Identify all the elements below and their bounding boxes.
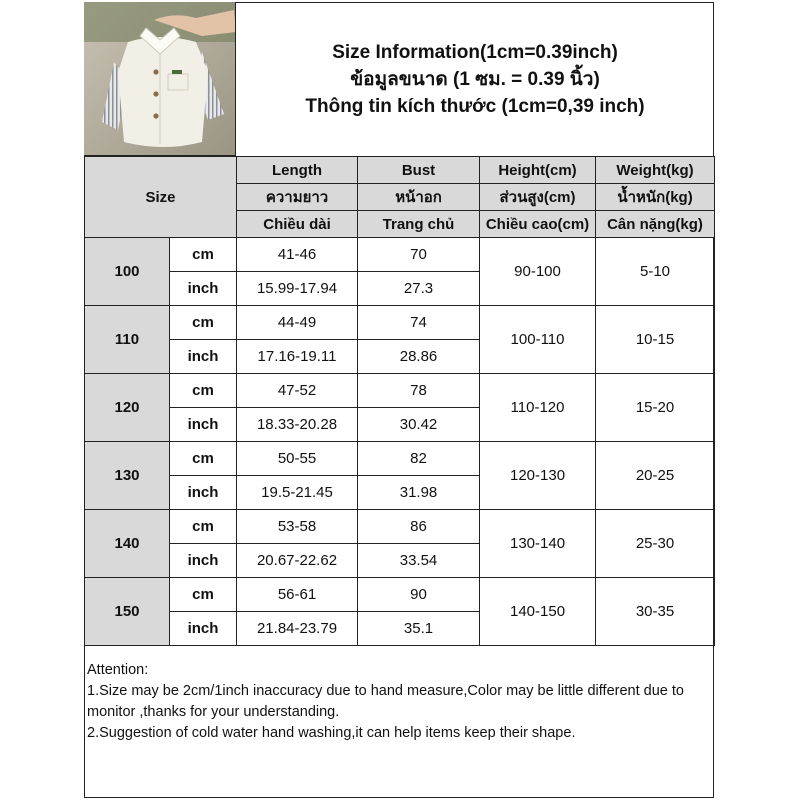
table-row <box>85 238 715 272</box>
height-value: 130-140 <box>480 510 596 578</box>
unit-inch: inch <box>170 408 237 442</box>
col-length-en: Length <box>237 157 358 184</box>
table-row <box>85 306 715 340</box>
col-length-vi: Chiều dài <box>237 211 358 238</box>
weight-value: 15-20 <box>596 374 715 442</box>
length-inch: 17.16-19.11 <box>237 340 358 374</box>
title-thai: ข้อมูลขนาด (1 ซม. = 0.39 นิ้ว) <box>350 68 600 90</box>
unit-cm: cm <box>170 306 237 340</box>
size-table <box>84 156 715 646</box>
height-value: 100-110 <box>480 306 596 374</box>
length-inch: 15.99-17.94 <box>237 272 358 306</box>
col-height-th: ส่วนสูง(cm) <box>480 184 596 211</box>
height-value: 90-100 <box>480 238 596 306</box>
size-label: 140 <box>85 510 170 578</box>
size-label: 150 <box>85 578 170 646</box>
attention-notes <box>84 656 714 798</box>
bust-inch: 35.1 <box>358 612 480 646</box>
bust-cm: 82 <box>358 442 480 476</box>
col-weight-th: น้ำหนัก(kg) <box>596 184 715 211</box>
col-height-en: Height(cm) <box>480 157 596 184</box>
bust-cm: 90 <box>358 578 480 612</box>
col-weight-en: Weight(kg) <box>596 157 715 184</box>
length-inch: 20.67-22.62 <box>237 544 358 578</box>
bust-inch: 27.3 <box>358 272 480 306</box>
bust-cm: 86 <box>358 510 480 544</box>
height-value: 140-150 <box>480 578 596 646</box>
length-inch: 19.5-21.45 <box>237 476 358 510</box>
table-row <box>85 578 715 612</box>
col-weight-vi: Cân nặng(kg) <box>596 211 715 238</box>
title-english: Size Information(1cm=0.39inch) <box>332 41 618 63</box>
size-label: 120 <box>85 374 170 442</box>
bust-inch: 31.98 <box>358 476 480 510</box>
bust-inch: 33.54 <box>358 544 480 578</box>
bust-cm: 74 <box>358 306 480 340</box>
unit-inch: inch <box>170 476 237 510</box>
unit-cm: cm <box>170 578 237 612</box>
size-header: Size <box>85 157 237 238</box>
size-label: 130 <box>85 442 170 510</box>
height-value: 120-130 <box>480 442 596 510</box>
title-block <box>236 2 714 156</box>
weight-value: 20-25 <box>596 442 715 510</box>
size-label: 110 <box>85 306 170 374</box>
unit-cm: cm <box>170 510 237 544</box>
weight-value: 5-10 <box>596 238 715 306</box>
col-height-vi: Chiều cao(cm) <box>480 211 596 238</box>
unit-cm: cm <box>170 374 237 408</box>
table-row <box>85 510 715 544</box>
length-inch: 21.84-23.79 <box>237 612 358 646</box>
table-row <box>85 374 715 408</box>
bust-inch: 30.42 <box>358 408 480 442</box>
bust-cm: 70 <box>358 238 480 272</box>
notes-heading: Attention: <box>87 662 149 678</box>
notes-line-1: 1.Size may be 2cm/1inch inaccuracy due to hand measure,Color may be little different due to monitor ,thanks for your understanding. <box>87 683 684 720</box>
col-bust-en: Bust <box>358 157 480 184</box>
bust-cm: 78 <box>358 374 480 408</box>
length-cm: 50-55 <box>237 442 358 476</box>
title-vietnamese: Thông tin kích thước (1cm=0,39 inch) <box>305 95 645 117</box>
unit-cm: cm <box>170 442 237 476</box>
notes-line-2: 2.Suggestion of cold water hand washing,it can help items keep their shape. <box>87 725 576 741</box>
weight-value: 10-15 <box>596 306 715 374</box>
unit-inch: inch <box>170 612 237 646</box>
unit-cm: cm <box>170 238 237 272</box>
unit-inch: inch <box>170 544 237 578</box>
weight-value: 30-35 <box>596 578 715 646</box>
unit-inch: inch <box>170 272 237 306</box>
length-cm: 53-58 <box>237 510 358 544</box>
bust-inch: 28.86 <box>358 340 480 374</box>
col-length-th: ความยาว <box>237 184 358 211</box>
product-photo <box>84 2 236 156</box>
size-label: 100 <box>85 238 170 306</box>
header-row-english <box>85 157 715 184</box>
length-inch: 18.33-20.28 <box>237 408 358 442</box>
height-value: 110-120 <box>480 374 596 442</box>
table-row <box>85 442 715 476</box>
col-bust-vi: Trang chủ <box>358 211 480 238</box>
length-cm: 41-46 <box>237 238 358 272</box>
white-shirt-photo-icon <box>84 2 236 156</box>
weight-value: 25-30 <box>596 510 715 578</box>
length-cm: 44-49 <box>237 306 358 340</box>
unit-inch: inch <box>170 340 237 374</box>
length-cm: 56-61 <box>237 578 358 612</box>
col-bust-th: หน้าอก <box>358 184 480 211</box>
length-cm: 47-52 <box>237 374 358 408</box>
